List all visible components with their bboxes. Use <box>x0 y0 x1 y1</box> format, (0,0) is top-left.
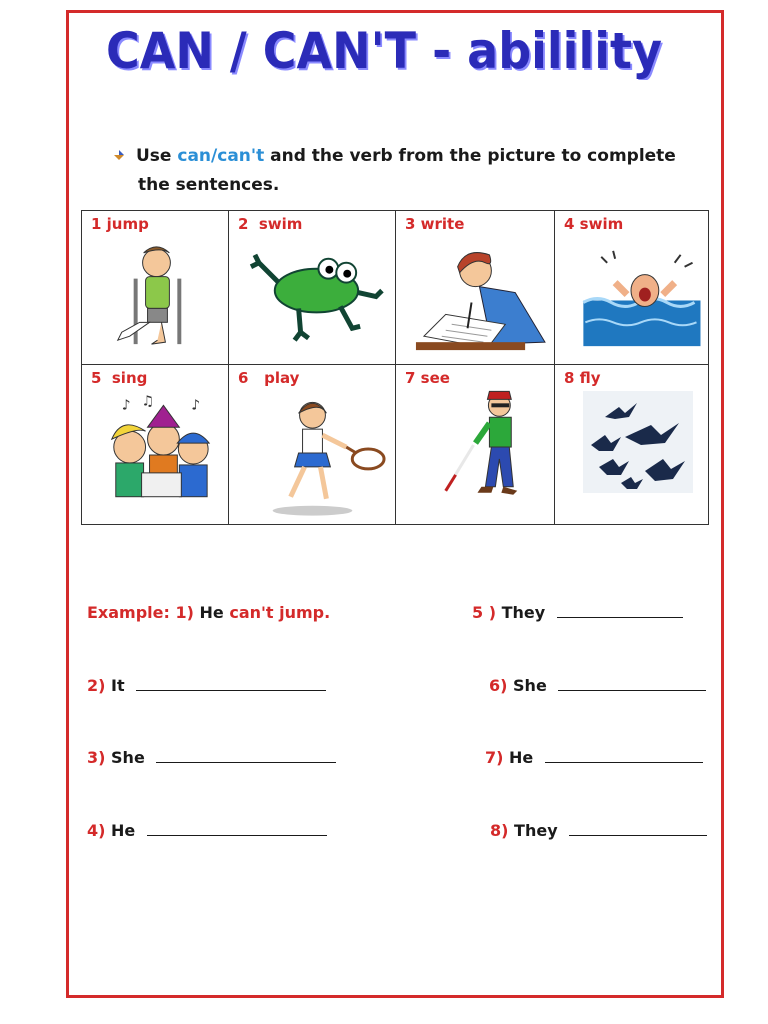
girl-tennis-icon <box>229 387 395 524</box>
picture-cell-7 <box>396 365 555 524</box>
sentence-3 <box>87 748 336 767</box>
sentence-2 <box>87 676 326 695</box>
sentence-number: 6) <box>489 676 508 695</box>
instruction-prefix: Use <box>136 146 178 166</box>
instruction <box>112 142 692 200</box>
example-number: 1) <box>175 603 194 622</box>
sentence-number: 8) <box>490 821 509 840</box>
instruction-suffix: and the verb from the picture to complete <box>264 146 676 166</box>
picture-cell-3 <box>396 211 555 365</box>
singing-kids-icon <box>82 387 228 524</box>
frog-icon <box>229 233 395 364</box>
sentence-subject: It <box>111 676 125 695</box>
sentence-8 <box>490 821 707 840</box>
svg-text:♪: ♪ <box>191 397 201 414</box>
answer-blank[interactable] <box>558 676 706 691</box>
example-label: Example: <box>87 603 170 622</box>
picture-label-6: 6 play <box>238 369 300 387</box>
answer-blank[interactable] <box>147 821 327 836</box>
picture-cell-6 <box>229 365 396 524</box>
picture-grid <box>81 210 709 525</box>
picture-label-7: 7 see <box>405 369 450 387</box>
sentence-number: 5 ) <box>472 603 497 622</box>
picture-label-1: 1 jump <box>91 215 149 233</box>
sentence-number: 3) <box>87 748 106 767</box>
example-answer: can't jump. <box>229 603 331 622</box>
picture-label-5: 5 sing <box>91 369 148 387</box>
sentence-number: 7) <box>485 748 504 767</box>
sentence-6 <box>489 676 706 695</box>
example-sentence <box>87 603 330 622</box>
sentence-subject: She <box>111 748 145 767</box>
sentence-5 <box>472 603 683 622</box>
sentence-7 <box>485 748 703 767</box>
sentence-number: 4) <box>87 821 106 840</box>
sentence-subject: She <box>513 676 547 695</box>
picture-cell-4 <box>555 211 708 365</box>
picture-label-8: 8 fly <box>564 369 601 387</box>
arrow-bullet-icon <box>112 148 126 162</box>
picture-label-2: 2 swim <box>238 215 303 233</box>
drowning-person-icon <box>555 233 708 364</box>
sentence-subject: They <box>514 821 558 840</box>
sentence-subject: He <box>111 821 136 840</box>
picture-label-3: 3 write <box>405 215 465 233</box>
answer-blank[interactable] <box>569 821 707 836</box>
sentence-subject: They <box>501 603 546 622</box>
instruction-highlight: can/can't <box>177 146 265 166</box>
svg-text:♪: ♪ <box>121 397 131 414</box>
sentence-number: 2) <box>87 676 106 695</box>
sentence-4 <box>87 821 327 840</box>
worksheet-title: CAN / CAN'T - abilility <box>106 22 662 80</box>
answer-blank[interactable] <box>156 748 336 763</box>
answer-blank[interactable] <box>136 676 326 691</box>
picture-label-4: 4 swim <box>564 215 624 233</box>
picture-cell-8 <box>555 365 708 524</box>
sentence-subject: He <box>509 748 534 767</box>
instruction-line-2: the sentences. <box>138 175 280 195</box>
svg-text:♫: ♫ <box>141 393 155 410</box>
swallows-icon <box>555 387 708 524</box>
picture-cell-5 <box>82 365 229 524</box>
boy-on-crutches-icon <box>82 233 228 364</box>
example-subject: He <box>199 603 224 622</box>
blind-man-icon <box>396 387 554 524</box>
answer-blank[interactable] <box>545 748 703 763</box>
boy-writing-icon <box>396 233 554 364</box>
answer-blank[interactable] <box>557 603 683 618</box>
picture-cell-2 <box>229 211 396 365</box>
picture-cell-1 <box>82 211 229 365</box>
